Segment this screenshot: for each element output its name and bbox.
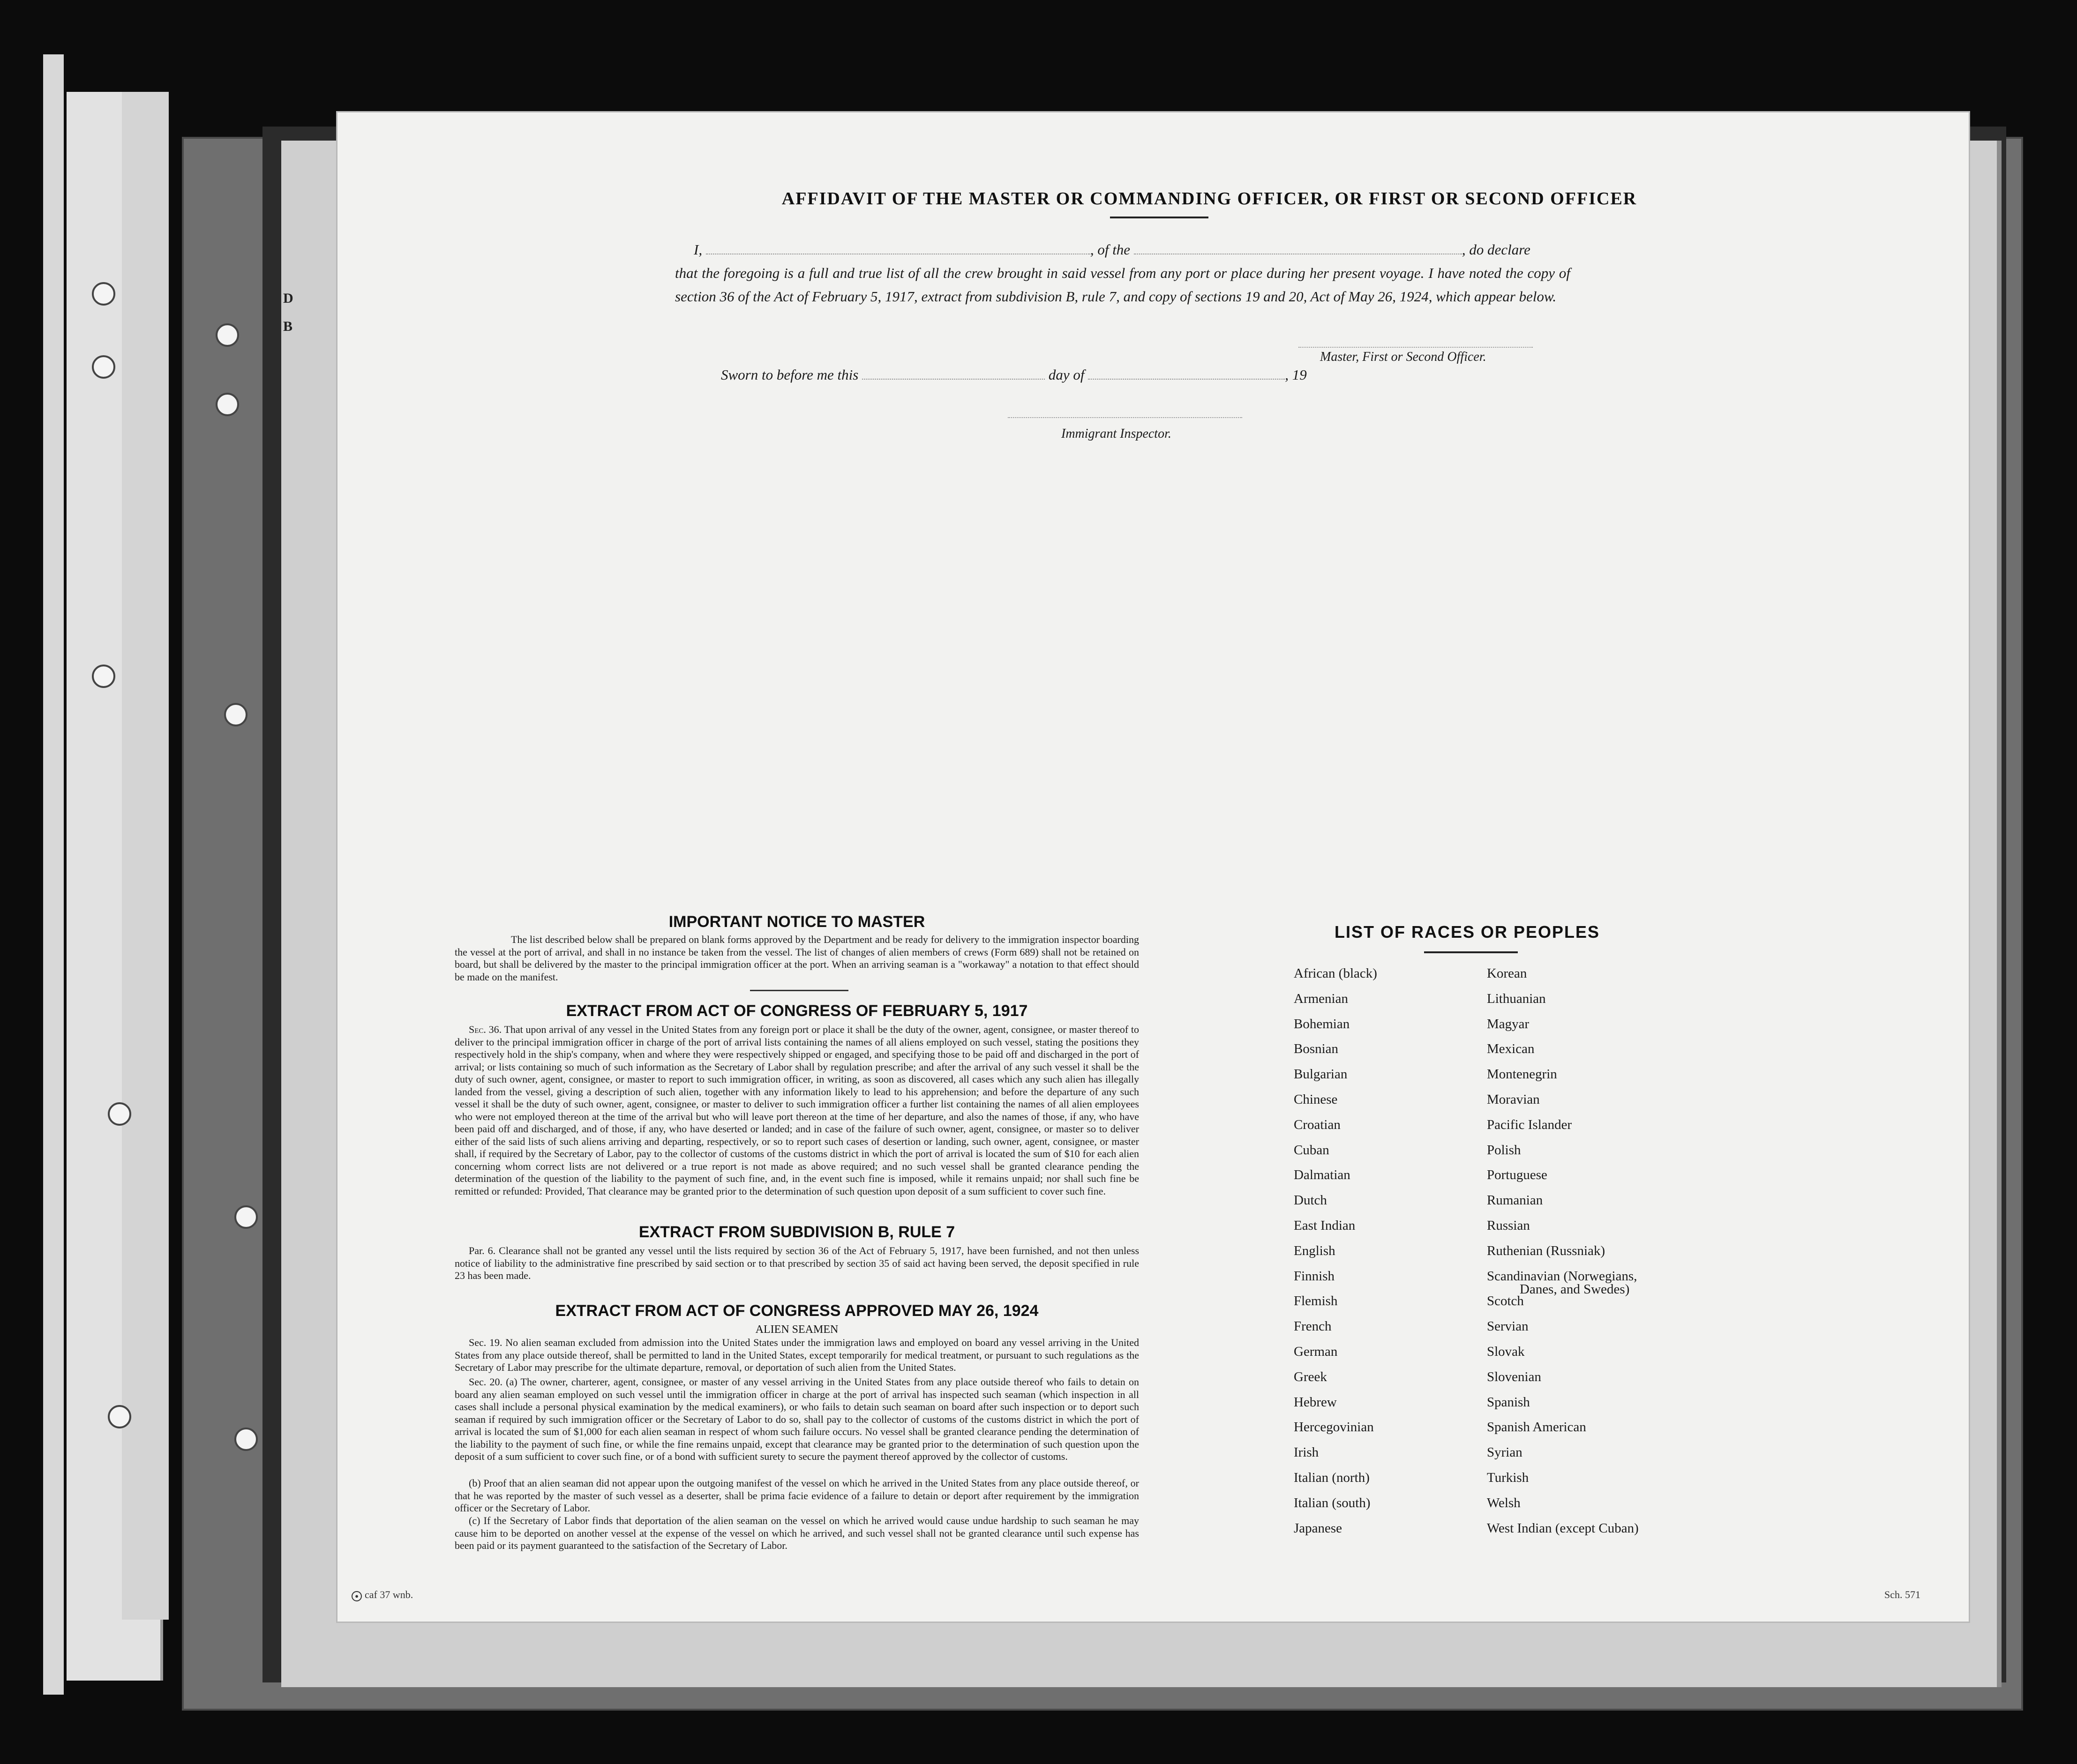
inspector-label: Immigrant Inspector.: [1061, 426, 1171, 441]
race-item: Turkish: [1487, 1470, 1529, 1485]
race-item: Cuban: [1294, 1142, 1329, 1158]
race-item: Scotch: [1487, 1293, 1524, 1309]
punch-hole: [92, 282, 115, 306]
affidavit-title: AFFIDAVIT OF THE MASTER OR COMMANDING OFFICER, OR FIRST OR SECOND OFFICER: [781, 189, 1637, 209]
races-title: LIST OF RACES OR PEOPLES: [1334, 922, 1600, 942]
race-item: Bohemian: [1294, 1016, 1350, 1031]
extract-rule7-title: EXTRACT FROM SUBDIVISION B, RULE 7: [638, 1223, 955, 1241]
race-item: African (black): [1294, 966, 1377, 981]
punch-hole: [224, 703, 247, 726]
punch-hole: [92, 355, 115, 379]
races-rule: [1424, 951, 1518, 953]
sworn-day-of: day of: [1048, 366, 1085, 383]
sworn-month-field[interactable]: [1088, 366, 1285, 380]
race-item: Greek: [1294, 1369, 1327, 1384]
race-item: Flemish: [1294, 1293, 1338, 1309]
punch-hole: [92, 665, 115, 688]
race-item: East Indian: [1294, 1218, 1356, 1233]
sworn-line: [721, 366, 1307, 383]
punch-hole: [216, 393, 239, 416]
race-item-continuation: Danes, and Swedes): [1520, 1281, 1630, 1297]
binder-strip: [43, 54, 64, 1695]
margin-letter: B: [283, 319, 293, 334]
declare-label: , do declare: [1462, 241, 1530, 258]
master-signature-label: Master, First or Second Officer.: [1320, 350, 1486, 364]
punch-hole: [108, 1405, 131, 1428]
race-item: Irish: [1294, 1445, 1319, 1460]
sworn-prefix: Sworn to before me this: [721, 366, 859, 383]
sworn-day-field[interactable]: [862, 366, 1045, 380]
race-item: Pacific Islander: [1487, 1117, 1572, 1132]
races-column-2: [1487, 966, 1639, 1546]
punch-hole: [234, 1205, 258, 1229]
race-item: Syrian: [1487, 1445, 1522, 1460]
race-item: West Indian (except Cuban): [1487, 1520, 1639, 1536]
race-item: [1487, 1268, 1639, 1297]
footer-left-text: caf 37 wnb.: [365, 1589, 413, 1600]
extract-rule7-text: Par. 6. Clearance shall not be granted any vessel until the lists required by section 36 of the Act of February 5, 1917, have been furnished, and not then unless notice of liability to the administrative fine prescribed by said section or to that prescribed by section 35 of said act having been served, the deposit specified in rule 23 has been made.: [455, 1245, 1139, 1281]
race-item: Hebrew: [1294, 1394, 1337, 1410]
footer-schedule: Sch. 571: [1884, 1589, 1920, 1600]
name-field[interactable]: [706, 240, 1090, 254]
race-item: English: [1294, 1243, 1335, 1258]
race-item-text: Scandinavian (Norwegians,: [1487, 1268, 1637, 1284]
sec20c-text: (c) If the Secretary of Labor finds that deportation of the alien seaman on the vessel on which he arrived would cause undue hardship to such seaman he may cause him to be deported on another vessel at the expense of the vessel on which he arrived, and such vessel shall not be granted clearance until such expense has been paid or its payment guaranteed to the satisfaction of the Secretary of Labor.: [455, 1515, 1139, 1551]
extract-1917-text: [455, 1024, 1139, 1197]
extract-1924-title: EXTRACT FROM ACT OF CONGRESS APPROVED MAY 26, 1924: [555, 1302, 1039, 1320]
extract-1924-subtitle: ALIEN SEAMEN: [755, 1323, 839, 1336]
affidavit-text: [675, 238, 1570, 308]
race-item: Korean: [1487, 966, 1527, 981]
section-text: That upon arrival of any vessel in the United States from any foreign port or place it shall be the duty of the owner, agent, consignee, or master thereof to deliver to the principal immigration officer in charge of the port of arrival lists containing the names of all aliens employed on such vessel, stating the positions they respectively hold in the ship's company, when and where they were respectively shipped or engaged, and specifying those to be paid off and discharged in the port of arrival; or lists containing so much of such information as the Secretary of Labor shall by regulation prescribe; and after the arrival of any such vessel it shall be the duty of such owner, agent, consignee, or master to report to such immigration officer, in writing, as soon as discovered, all cases which any such alien has illegally landed from the vessel, giving a description of such alien, together with any information likely to lead to his apprehension; and before the departure of any such vessel it shall be the duty of such owner, agent, consignee, or master to deliver to such immigration officer a further list containing the names of all alien employees who were not employed thereon at the time of the arrival but who will leave port thereon at the time of her departure, and also the names of those, if any, who have been paid off and discharged, and of those, if any, who have deserted or landed; and in case of the failure of such owner, agent, consignee, or master so to deliver either of the said lists of such aliens arriving and departing, respectively, or so to report such cases of desertion or landing, such owner, agent, consignee, or master shall, if required by the Secretary of Labor, pay to the collector of customs of the customs district in which the port of arrival is located the sum of $10 for each alien concerning whom correct lists are not delivered or a true report is not made as above required; and no such vessel shall be granted clearance pending the determination of the question of the liability to the payment of such fine, and, in the event such fine is imposed, while it remains unpaid; nor shall such fine be remitted or refunded: Provided, That clearance may be granted prior to the determination of such question upon deposit of a sum sufficient to cover such fine.: [455, 1024, 1139, 1197]
inspector-signature-line[interactable]: [1008, 417, 1242, 418]
race-item: Spanish: [1487, 1394, 1530, 1410]
race-item: Servian: [1487, 1319, 1529, 1334]
vessel-field[interactable]: [1134, 240, 1462, 254]
race-item: Magyar: [1487, 1016, 1530, 1031]
race-item: Montenegrin: [1487, 1067, 1557, 1082]
race-item: Finnish: [1294, 1268, 1335, 1284]
race-item: Welsh: [1487, 1495, 1521, 1510]
race-item: Dalmatian: [1294, 1167, 1350, 1183]
race-item: Polish: [1487, 1142, 1521, 1158]
section-label: Sec. 36.: [469, 1024, 502, 1035]
sec19-text: Sec. 19. No alien seaman excluded from admission into the United States under the immigration laws and employed on board any vessel arriving in the United States from any place outside thereof, shall be permitted to land in the United States, except temporarily for medical treatment, or pursuant to such regulations as the Secretary of Labor may prescribe for the ultimate departure, removal, or deportation of such alien from the United States.: [455, 1337, 1139, 1373]
race-item: Spanish American: [1487, 1420, 1586, 1435]
race-item: Mexican: [1487, 1041, 1535, 1057]
race-item: Moravian: [1487, 1091, 1540, 1107]
race-item: Lithuanian: [1487, 991, 1546, 1006]
declaration-body: that the foregoing is a full and true list of all the crew brought in said vessel from any port or place during her present voyage. I have noted the copy of section 36 of the Act of February 5, 1917, extract from subdivision B, rule 7, and copy of sections 19 and 20, Act of May 26, 1924, which appear below.: [675, 265, 1570, 305]
race-item: Slovenian: [1487, 1369, 1541, 1384]
extract-1917-title: EXTRACT FROM ACT OF CONGRESS OF FEBRUARY 5, 1917: [566, 1002, 1028, 1020]
race-item: Rumanian: [1487, 1193, 1543, 1208]
form-page: [337, 112, 1969, 1622]
sec20a-text: Sec. 20. (a) The owner, charterer, agent, consignee, or master of any vessel arriving in the United States from any place outside thereof who fails to detain on board any alien seaman employed on such vessel until the immigration officer in charge at the port of arrival has inspected such seaman (which inspection in all cases shall include a personal physical examination by the medical examiners), or who fails to detain such seaman on board after such inspection or to deport such seaman if required by such immigration officer or the Secretary of Labor to do so, shall pay to the collector of customs of the customs district in which the port of arrival is located the sum of $1,000 for each alien seaman in respect of whom such failure occurs. No vessel shall be granted clearance pending the determination of the liability to the payment of such fine, or while the fine remains unpaid, except that clearance may be granted prior to the determination of such question upon the deposit of a sum sufficient to cover such fine, or of a bond with sufficient surety to secure the payment thereof approved by the collector of customs.: [455, 1376, 1139, 1462]
race-item: German: [1294, 1344, 1338, 1359]
master-signature-line[interactable]: [1298, 347, 1533, 348]
title-rule: [1110, 217, 1208, 218]
race-item: Italian (south): [1294, 1495, 1371, 1510]
union-label-icon: ●: [352, 1591, 362, 1601]
notice-text: The list described below shall be prepared on blank forms approved by the Department and be ready for delivery to the immigration inspector boarding the vessel at the port of arrival, and shall in no instance be taken from the vessel. The list of changes of alien members of crews (Form 689) shall not be retained on board, but shall be delivered by the master to the principal immigration officer at the port. When an arriving seaman is a "workaway" a notation to that effect should be made on the manifest.: [455, 934, 1139, 983]
race-item: Italian (north): [1294, 1470, 1370, 1485]
races-column-1: [1294, 966, 1377, 1546]
race-item: Bulgarian: [1294, 1067, 1348, 1082]
race-item: Armenian: [1294, 991, 1348, 1006]
race-item: Russian: [1487, 1218, 1530, 1233]
race-item: Slovak: [1487, 1344, 1525, 1359]
sworn-year: , 19: [1285, 366, 1307, 383]
race-item: Hercegovinian: [1294, 1420, 1374, 1435]
race-item: Ruthenian (Russniak): [1487, 1243, 1605, 1258]
footer-print-mark: [352, 1589, 413, 1601]
race-item: Japanese: [1294, 1520, 1342, 1536]
race-item: French: [1294, 1319, 1332, 1334]
section-rule: [750, 990, 848, 991]
punch-hole: [234, 1428, 258, 1451]
of-the-label: , of the: [1090, 241, 1131, 258]
punch-hole: [216, 323, 239, 347]
punch-hole: [108, 1102, 131, 1126]
notice-title: IMPORTANT NOTICE TO MASTER: [668, 913, 925, 931]
race-item: Portuguese: [1487, 1167, 1547, 1183]
sec20b-text: (b) Proof that an alien seaman did not appear upon the outgoing manifest of the vessel on which he arrived in the United States from any place outside thereof, or that he was reported by the master of such vessel as a deserter, shall be prima facie evidence of a failure to detain or deport after requirement by the immigration officer or the Secretary of Labor.: [455, 1477, 1139, 1514]
race-item: Chinese: [1294, 1091, 1338, 1107]
declaration-line: [675, 238, 1570, 262]
margin-letter: D: [283, 291, 293, 306]
race-item: Bosnian: [1294, 1041, 1339, 1057]
race-item: Croatian: [1294, 1117, 1341, 1132]
binder-strip: [122, 92, 169, 1620]
declarant-prefix: I,: [694, 241, 703, 258]
race-item: Dutch: [1294, 1193, 1327, 1208]
